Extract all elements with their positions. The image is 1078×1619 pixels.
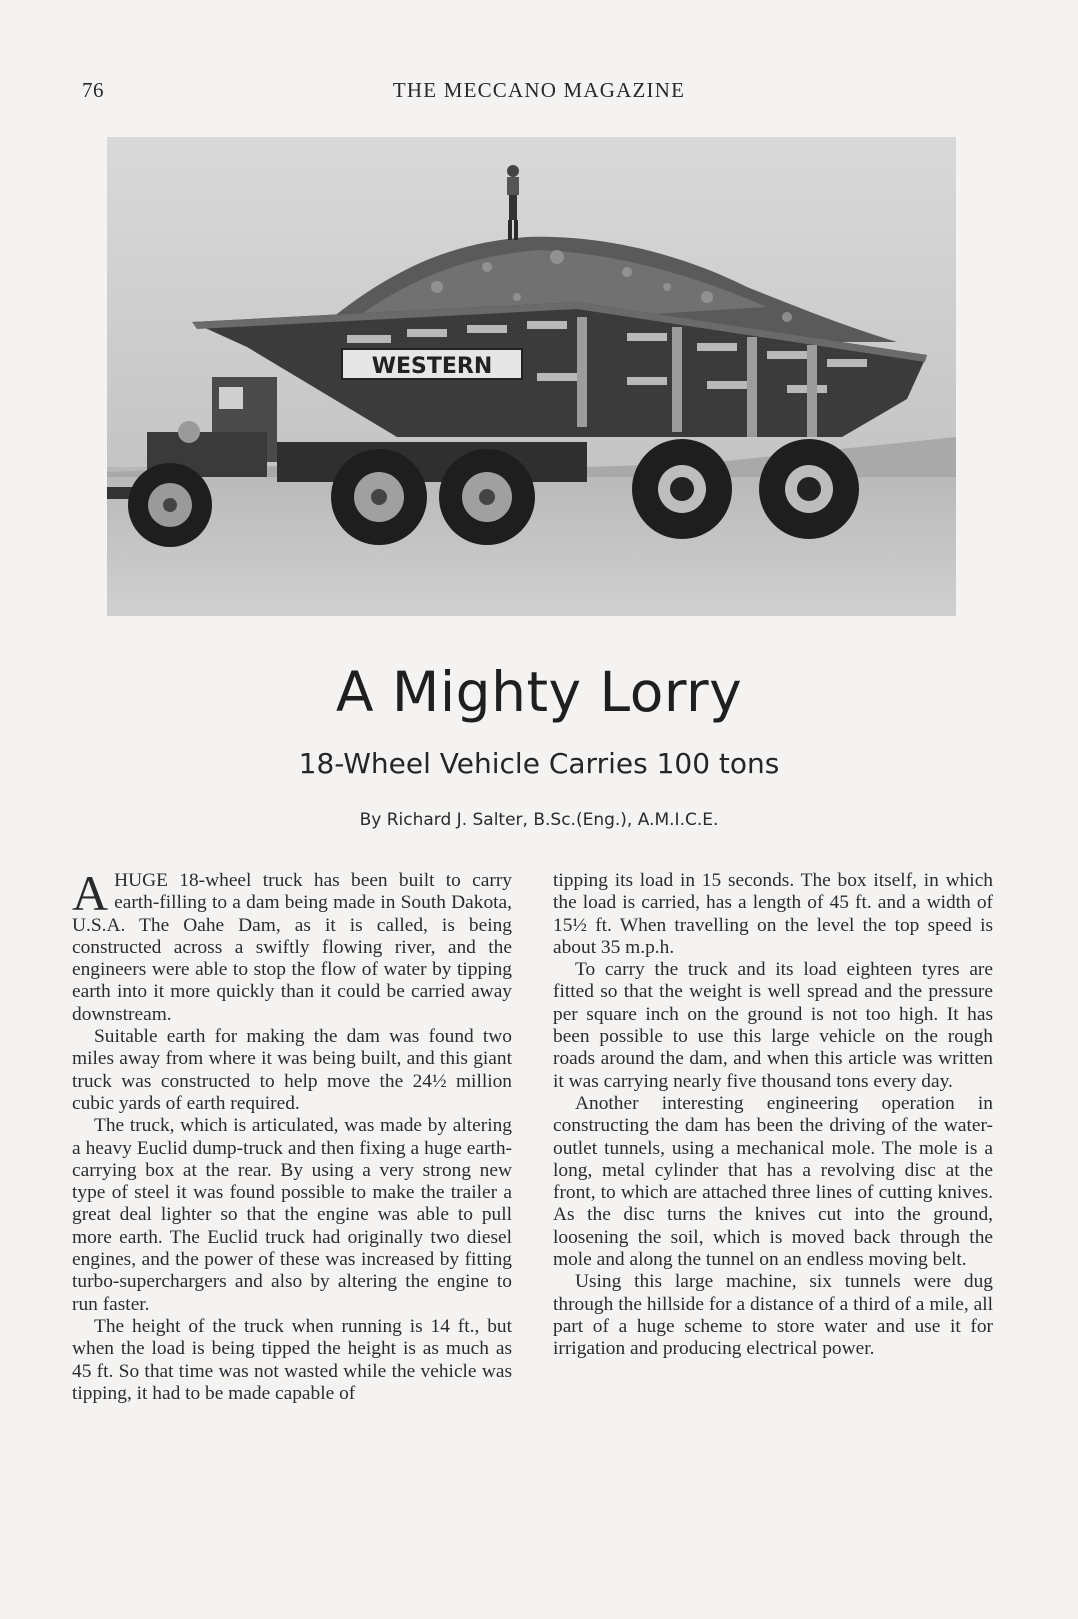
article-subtitle: 18-Wheel Vehicle Carries 100 tons (298, 747, 780, 780)
paragraph: tipping its load in 15 seconds. The box itself, in which the load is carried, has a length of 45 ft. and a width of 15½ ft. When travelling on the level the top speed is about 35 m.p.h. (553, 870, 993, 958)
paragraph: The height of the truck when running is 14 ft., but when the load is being tipped the height is as much as 45 ft. So that time was not wasted while the vehicle was tipping, it had to be made capable of (72, 1315, 512, 1404)
article-title: A Mighty Lorry (335, 660, 743, 724)
truck-sign: WESTERN (371, 354, 493, 379)
paragraph: Suitable earth for making the dam was found two miles away from where it was being built, and this giant truck was constructed to help move the 24½ million cubic yards of earth required. (72, 1026, 512, 1114)
paragraph: Another interesting engineering operation in constructing the dam has been the driving of the water-outlet tunnels, using a mechanical mole. The mole is a long, metal cylinder that has a revolving disc at the front, to which are attached three lines of cutting knives. As the disc turns the knives cut into the ground, loosening the soil, which is moved back through the mole and along the tunnel on an endless moving belt. (553, 1092, 993, 1271)
page-number: 76 (82, 78, 104, 102)
right-column (553, 870, 993, 1361)
drop-cap: A (72, 865, 109, 921)
article-byline: By Richard J. Salter, B.Sc.(Eng.), A.M.I.C.E. (359, 810, 719, 830)
paragraph (72, 865, 512, 1026)
truck-photo (107, 137, 956, 616)
paragraph: Using this large machine, six tunnels were dug through the hillside for a distance of a third of a mile, all part of a huge scheme to store water and use it for irrigation and producing electrical power. (553, 1271, 993, 1360)
left-column (72, 865, 512, 1405)
paragraph-text: HUGE 18-wheel truck has been built to carry earth-filling to a dam being made in South Dakota, U.S.A. The Oahe Dam, as it is called, is being constructed across a swiftly flowing river, and the engineers were able to stop the flow of water by tipping earth into it more quickly than it could be carried away downstream. (72, 870, 512, 1025)
magazine-running-head: THE MECCANO MAGAZINE (392, 78, 686, 102)
paragraph: To carry the truck and its load eighteen tyres are fitted so that the weight is well spread and the pressure per square inch on the ground is not too high. It has been possible to use this large vehicle on the rough roads around the dam, and when this article was written it was carrying nearly five thousand tons every day. (553, 959, 993, 1092)
paragraph: The truck, which is articulated, was made by altering a heavy Euclid dump-truck and then fixing a huge earth-carrying box at the rear. By using a very strong new type of steel it was found possible to make the trailer a great deal lighter so that the engine was able to pull more earth. The Euclid truck had originally two diesel engines, and the power of these was increased by fitting turbo-superchargers and also by altering the engine to run faster. (72, 1115, 512, 1315)
